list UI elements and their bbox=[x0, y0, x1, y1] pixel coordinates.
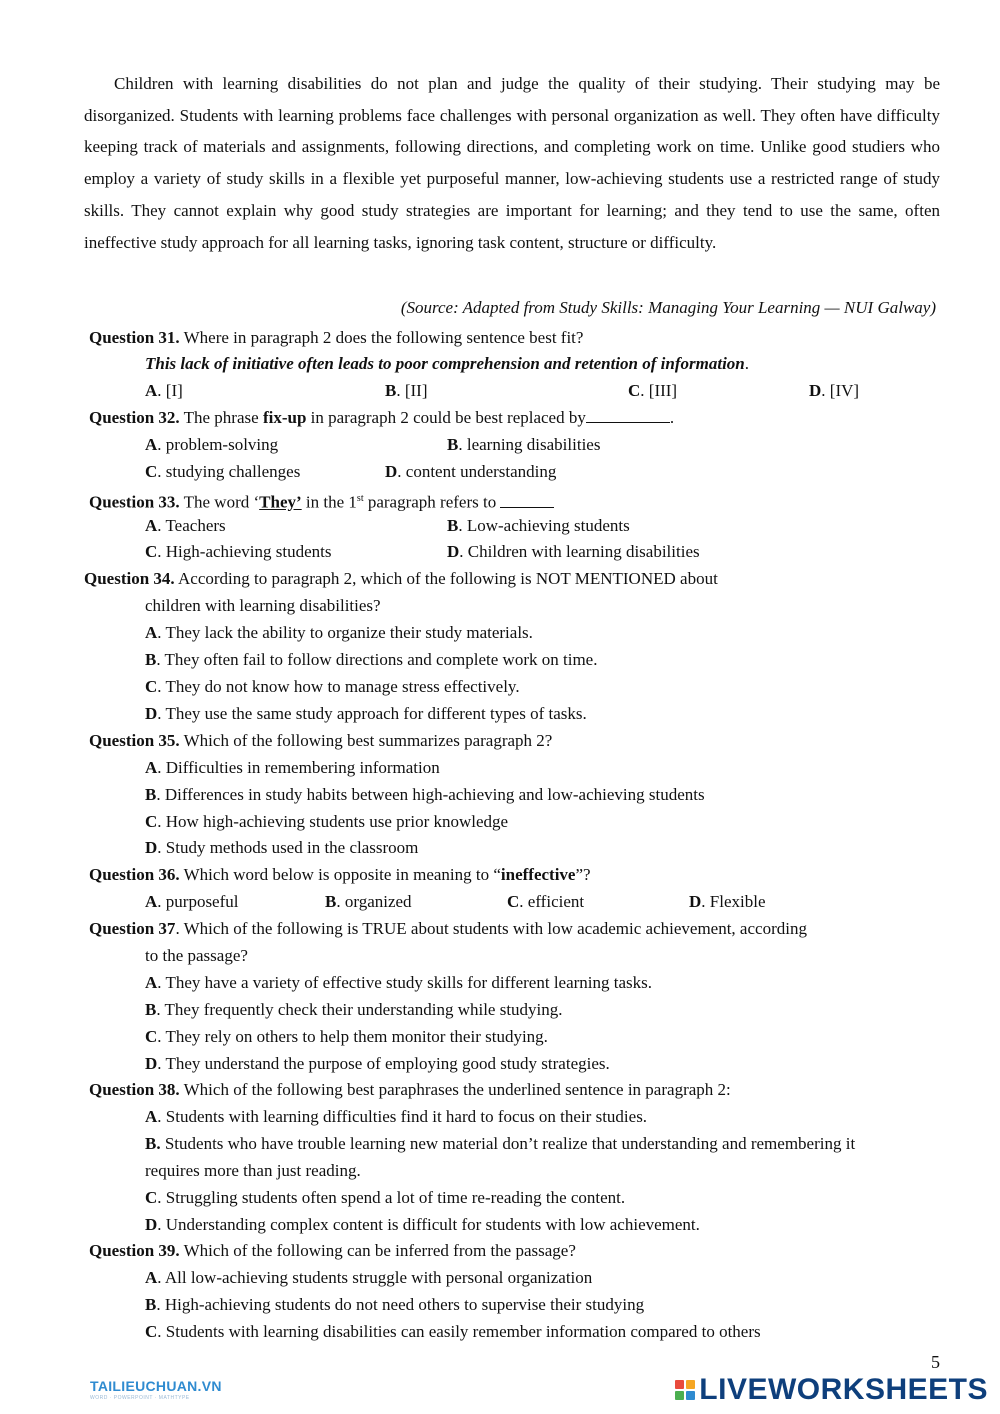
q36-option-b[interactable]: B. organized bbox=[325, 892, 412, 911]
question-label: Question 34. bbox=[84, 569, 175, 588]
q37-option-b[interactable]: B. They frequently check their understanding while studying. bbox=[145, 1000, 563, 1019]
q32-option-d[interactable]: D. content understanding bbox=[385, 462, 557, 481]
q34-option-d[interactable]: D. They use the same study approach for different types of tasks. bbox=[145, 704, 587, 723]
q34-option-a[interactable]: A. They lack the ability to organize their study materials. bbox=[145, 623, 533, 642]
question-label: Question 36. bbox=[89, 865, 180, 884]
answer-blank bbox=[586, 408, 670, 423]
question-38: Question 38. Which of the following best paraphrases the underlined sentence in paragraph 2: bbox=[89, 1080, 731, 1099]
question-39: Question 39. Which of the following can be inferred from the passage? bbox=[89, 1241, 576, 1260]
q39-option-c[interactable]: C. Students with learning disabilities can easily remember information compared to others bbox=[145, 1322, 761, 1341]
q36-option-c[interactable]: C. efficient bbox=[507, 892, 585, 911]
q33-option-c[interactable]: C. High-achieving students bbox=[145, 542, 332, 561]
q33-option-a[interactable]: A. Teachers bbox=[145, 516, 226, 535]
q31-option-c[interactable]: C. [III] bbox=[628, 381, 678, 400]
question-35: Question 35. Which of the following best summarizes paragraph 2? bbox=[89, 731, 553, 750]
question-label: Question 39. bbox=[89, 1241, 180, 1260]
q39-option-a[interactable]: A. All low-achieving students struggle with personal organization bbox=[145, 1268, 593, 1287]
liveworksheets-logo[interactable]: LIVEWORKSHEETS bbox=[675, 1373, 988, 1407]
question-36: Question 36. Which word below is opposite in meaning to “ineffective”? bbox=[89, 865, 591, 884]
q35-option-c[interactable]: C. How high-achieving students use prior knowledge bbox=[145, 812, 509, 831]
q35-option-a[interactable]: A. Difficulties in remembering information bbox=[145, 758, 440, 777]
liveworksheets-grid-icon bbox=[675, 1380, 695, 1400]
q31-option-d[interactable]: D. [IV] bbox=[809, 381, 860, 400]
question-label: Question 37 bbox=[89, 919, 176, 938]
page-number: 5 bbox=[931, 1352, 940, 1372]
q36-option-a[interactable]: A. purposeful bbox=[145, 892, 239, 911]
q38-option-b-continued: requires more than just reading. bbox=[145, 1161, 361, 1180]
q38-option-a[interactable]: A. Students with learning difficulties find it hard to focus on their studies. bbox=[145, 1107, 648, 1126]
question-label: Question 33. bbox=[89, 492, 180, 512]
question-34: Question 34. According to paragraph 2, which of the following is NOT MENTIONED about bbox=[84, 569, 718, 588]
passage-paragraph: Children with learning disabilities do not plan and judge the quality of their studying. Their studying may be disorganized. Students with learning problems face challenges with personal organization as well. They often have difficulty keeping track of materials and assignments, following directions, and completing work on time. Unlike good studiers who employ a variety of study skills in a flexible yet purposeful manner, low-achieving students use a restricted range of study skills. They cannot explain why good study strategies are important for learning; and they tend to use the same, often ineffective study approach for all learning tasks, ignoring task content, structure or difficulty. bbox=[84, 74, 940, 252]
q32-option-c[interactable]: C. studying challenges bbox=[145, 462, 301, 481]
question-31: Question 31. Where in paragraph 2 does the following sentence best fit? bbox=[89, 328, 584, 347]
source-citation: (Source: Adapted from Study Skills: Managing Your Learning — NUI Galway) bbox=[400, 298, 936, 317]
q32-option-b[interactable]: B. learning disabilities bbox=[447, 435, 601, 454]
question-label: Question 35. bbox=[89, 731, 180, 750]
q32-option-a[interactable]: A. problem-solving bbox=[145, 435, 279, 454]
question-31-insert-sentence: This lack of initiative often leads to poor comprehension and retention of information. bbox=[145, 354, 750, 373]
q34-option-b[interactable]: B. They often fail to follow directions and complete work on time. bbox=[145, 650, 598, 669]
question-label: Question 32. bbox=[89, 408, 180, 427]
question-37: Question 37. Which of the following is TRUE about students with low academic achievement, according bbox=[89, 919, 807, 938]
question-33: Question 33. The word ‘They’ in the 1st paragraph refers to bbox=[89, 487, 554, 515]
question-label: Question 38. bbox=[89, 1080, 180, 1099]
q33-option-d[interactable]: D. Children with learning disabilities bbox=[447, 542, 700, 561]
q37-option-d[interactable]: D. They understand the purpose of employing good study strategies. bbox=[145, 1054, 610, 1073]
q39-option-b[interactable]: B. High-achieving students do not need others to supervise their studying bbox=[145, 1295, 645, 1314]
q33-option-b[interactable]: B. Low-achieving students bbox=[447, 516, 630, 535]
q34-option-c[interactable]: C. They do not know how to manage stress effectively. bbox=[145, 677, 520, 696]
q38-option-c[interactable]: C. Struggling students often spend a lot of time re-reading the content. bbox=[145, 1188, 626, 1207]
question-32: Question 32. The phrase fix-up in paragraph 2 could be best replaced by . bbox=[89, 408, 675, 427]
q35-option-d[interactable]: D. Study methods used in the classroom bbox=[145, 838, 419, 857]
tailieuchuan-logo[interactable]: TAILIEUCHUAN.VN WORD · POWERPOINT · MATHTYPE bbox=[90, 1378, 222, 1401]
q38-option-b[interactable]: B. Students who have trouble learning new material don’t realize that understanding and remembering it bbox=[145, 1134, 856, 1153]
question-label: Question 31. bbox=[89, 328, 180, 347]
q38-option-d[interactable]: D. Understanding complex content is difficult for students with low achievement. bbox=[145, 1215, 700, 1234]
answer-blank bbox=[500, 493, 554, 508]
q31-option-b[interactable]: B. [II] bbox=[385, 381, 428, 400]
q37-option-c[interactable]: C. They rely on others to help them monitor their studying. bbox=[145, 1027, 548, 1046]
q36-option-d[interactable]: D. Flexible bbox=[689, 892, 766, 911]
q35-option-b[interactable]: B. Differences in study habits between high-achieving and low-achieving students bbox=[145, 785, 705, 804]
q31-option-a[interactable]: A. [I] bbox=[145, 381, 183, 400]
q37-option-a[interactable]: A. They have a variety of effective study skills for different learning tasks. bbox=[145, 973, 653, 992]
question-37-continued: to the passage? bbox=[145, 946, 248, 965]
question-34-continued: children with learning disabilities? bbox=[145, 596, 381, 615]
